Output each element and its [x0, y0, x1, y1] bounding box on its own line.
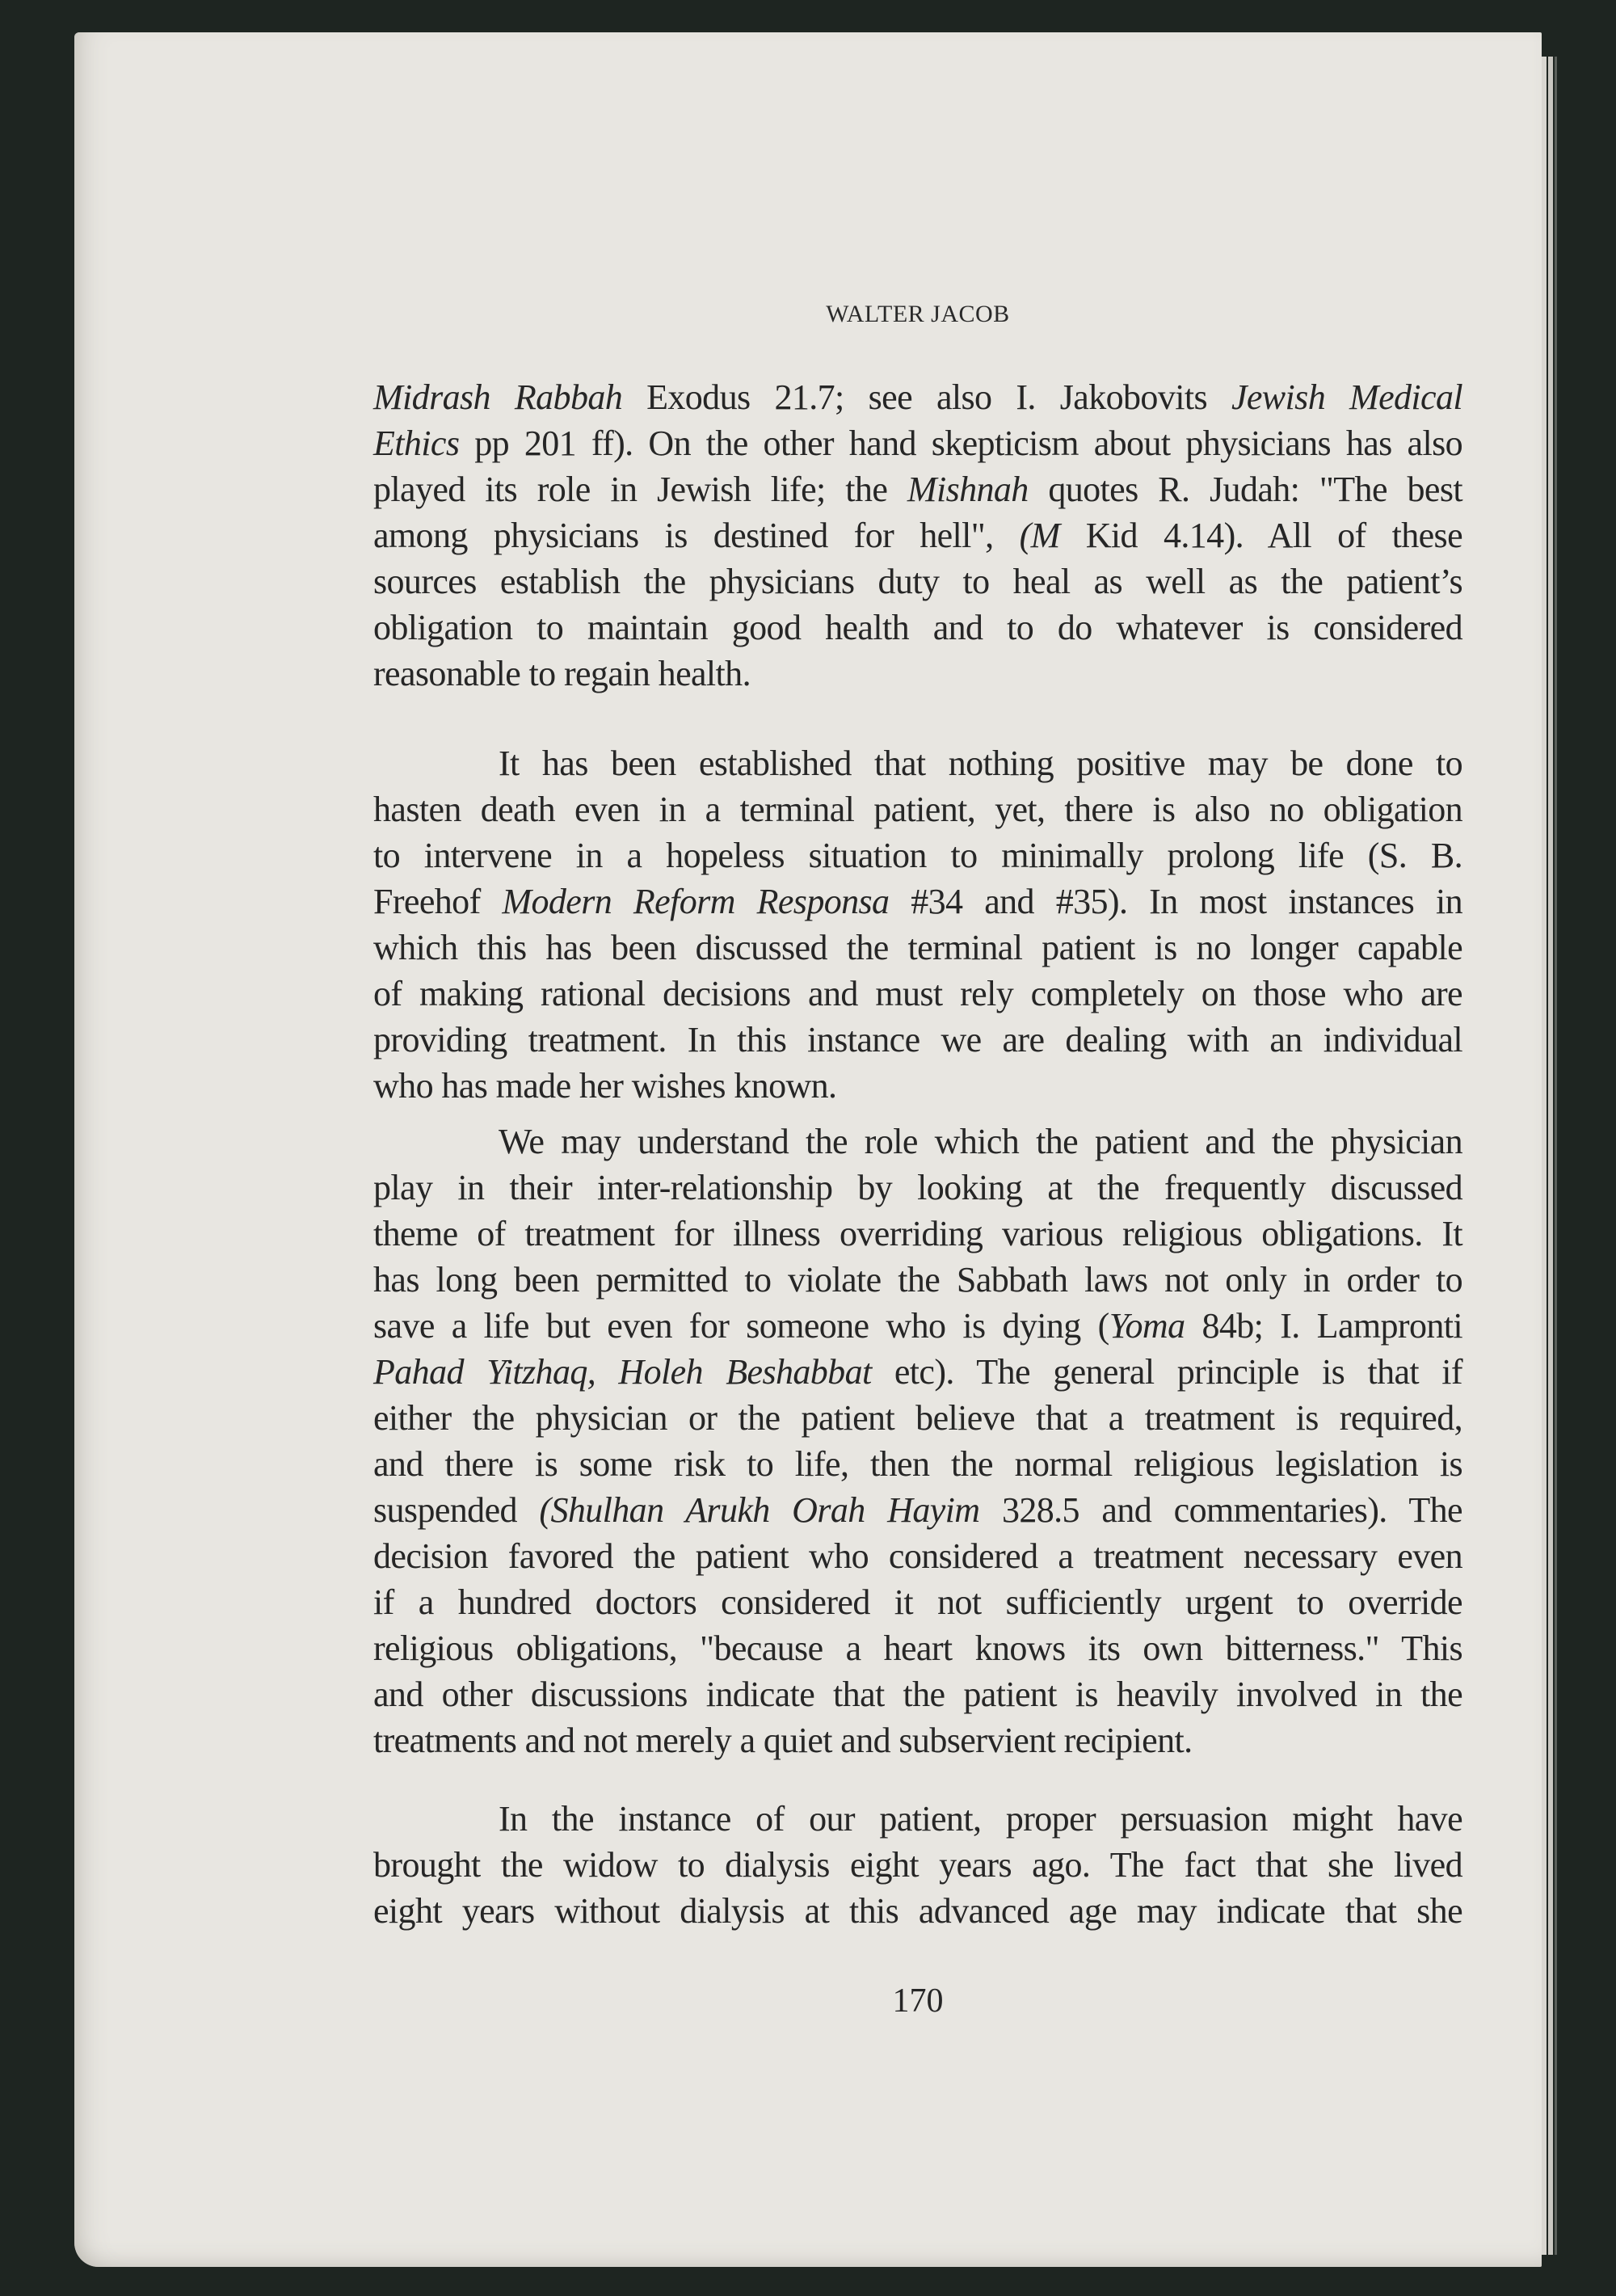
- italic-citation: Mishnah: [907, 470, 1029, 509]
- text-segment: 328.5 and commentaries). The: [979, 1490, 1462, 1530]
- text-line: [373, 1533, 1462, 1579]
- text-segment: eight years without dialysis at this advanced age may indicate that she: [373, 1891, 1462, 1931]
- page-stack-edge: [1548, 57, 1553, 2255]
- text-segment: We may understand the role which the patient and the physician: [499, 1122, 1462, 1161]
- italic-citation: Midrash Rabbah: [373, 377, 623, 417]
- text-segment: to intervene in a hopeless situation to minimally prolong life (S. B.: [373, 836, 1462, 875]
- text-segment: providing treatment. In this instance we are dealing with an individual: [373, 1020, 1462, 1060]
- text-line: [373, 651, 1462, 697]
- text-segment: has long been permitted to violate the Sabbath laws not only in order to: [373, 1260, 1462, 1300]
- italic-citation: (M: [1019, 516, 1060, 555]
- text-line: [373, 1796, 1462, 1842]
- text-segment: Kid 4.14). All of these: [1059, 516, 1462, 555]
- text-segment: theme of treatment for illness overriding various religious obligations. It: [373, 1214, 1462, 1253]
- running-header: WALTER JACOB: [826, 301, 1010, 327]
- text-segment: decision favored the patient who considered a treatment necessary even: [373, 1536, 1462, 1576]
- text-segment: religious obligations, "because a heart knows its own bitterness." This: [373, 1628, 1462, 1668]
- text-segment: obligation to maintain good health and to do whatever is considered: [373, 608, 1462, 647]
- text-segment: and there is some risk to life, then the normal religious legislation is: [373, 1444, 1462, 1484]
- text-line: [373, 1842, 1462, 1888]
- text-line: [373, 1579, 1462, 1625]
- text-segment: 84b; I. Lampronti: [1185, 1306, 1462, 1346]
- text-segment: treatments and not merely a quiet and subservient recipient.: [373, 1721, 1193, 1760]
- italic-citation: Modern Reform Responsa: [502, 882, 890, 921]
- text-segment: etc). The general principle is that if: [871, 1352, 1462, 1392]
- text-line: [373, 971, 1462, 1017]
- text-line: [373, 1487, 1462, 1533]
- page-stack-edge: [1542, 57, 1547, 2255]
- italic-citation: (Shulhan Arukh Orah Hayim: [539, 1490, 980, 1530]
- text-line: [373, 420, 1462, 466]
- text-line: [373, 1395, 1462, 1441]
- text-segment: save a life but even for someone who is dying (: [373, 1306, 1109, 1346]
- text-segment: Freehof: [373, 882, 503, 921]
- text-line: [373, 1017, 1462, 1063]
- page-number: 170: [892, 1982, 944, 2020]
- text-segment: among physicians is destined for hell",: [373, 516, 1020, 555]
- text-line: [373, 1165, 1462, 1211]
- italic-citation: Ethics: [373, 423, 460, 463]
- text-segment: who has made her wishes known.: [373, 1066, 837, 1106]
- text-line: [373, 1671, 1462, 1717]
- text-line: [373, 1063, 1462, 1109]
- text-line: [373, 1257, 1462, 1303]
- text-segment: played its role in Jewish life; the: [373, 470, 907, 509]
- paragraph: [373, 740, 1462, 1109]
- text-line: [373, 740, 1462, 786]
- italic-citation: Yoma: [1109, 1306, 1185, 1346]
- text-line: [373, 786, 1462, 832]
- text-segment: of making rational decisions and must rely completely on those who are: [373, 974, 1462, 1013]
- text-line: [373, 832, 1462, 878]
- text-line: [373, 1211, 1462, 1257]
- text-segment: In the instance of our patient, proper persuasion might have: [499, 1799, 1462, 1839]
- text-segment: pp 201 ff). On the other hand skepticism about physicians has also: [459, 423, 1462, 463]
- text-segment: suspended: [373, 1490, 540, 1530]
- text-line: [373, 1441, 1462, 1487]
- text-line: [373, 1625, 1462, 1671]
- italic-citation: Pahad Yitzhaq, Holeh Beshabbat: [373, 1352, 872, 1392]
- text-segment: which this has been discussed the terminal patient is no longer capable: [373, 928, 1462, 967]
- text-segment: sources establish the physicians duty to heal as well as the patient’s: [373, 562, 1462, 601]
- text-line: [373, 1717, 1462, 1763]
- paragraph: [373, 374, 1462, 697]
- text-line: [373, 878, 1462, 925]
- text-segment: It has been established that nothing positive may be done to: [499, 744, 1462, 783]
- text-segment: #34 and #35). In most instances in: [889, 882, 1462, 921]
- italic-citation: Jewish Medical: [1231, 377, 1462, 417]
- paragraph: [373, 1119, 1462, 1763]
- text-line: [373, 1349, 1462, 1395]
- text-segment: hasten death even in a terminal patient, yet, there is also no obligation: [373, 790, 1462, 829]
- text-line: [373, 1303, 1462, 1349]
- text-segment: Exodus 21.7; see also I. Jakobovits: [622, 377, 1231, 417]
- text-segment: and other discussions indicate that the patient is heavily involved in the: [373, 1675, 1462, 1714]
- text-line: [373, 605, 1462, 651]
- text-segment: brought the widow to dialysis eight years ago. The fact that she lived: [373, 1845, 1462, 1885]
- text-line: [373, 512, 1462, 558]
- text-segment: quotes R. Judah: "The best: [1028, 470, 1462, 509]
- text-line: [373, 1119, 1462, 1165]
- text-line: [373, 558, 1462, 605]
- text-segment: reasonable to regain health.: [373, 654, 751, 693]
- text-line: [373, 925, 1462, 971]
- page-stack-edge: [1555, 57, 1557, 2255]
- text-line: [373, 466, 1462, 512]
- text-line: [373, 1888, 1462, 1934]
- text-segment: if a hundred doctors considered it not sufficiently urgent to override: [373, 1582, 1462, 1622]
- text-segment: either the physician or the patient believe that a treatment is required,: [373, 1398, 1462, 1438]
- text-segment: play in their inter-relationship by looking at the frequently discussed: [373, 1168, 1462, 1207]
- text-line: [373, 374, 1462, 420]
- paragraph: [373, 1796, 1462, 1934]
